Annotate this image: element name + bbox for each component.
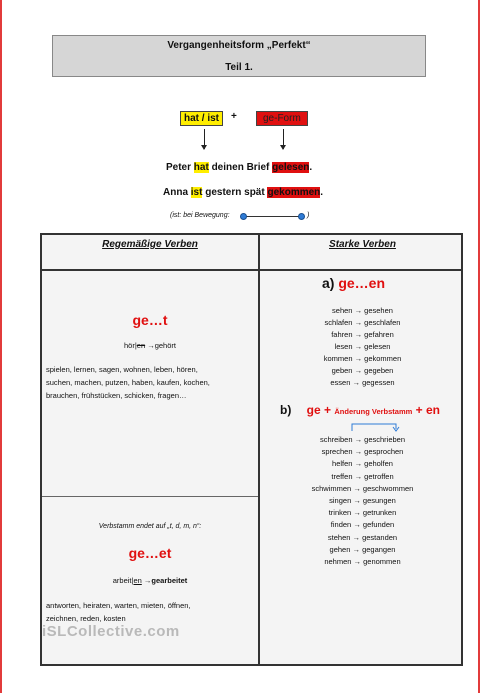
highlight-aux: ist (190, 187, 203, 198)
strong-a-list: sehen → gesehen schlafen → geschlafen fahren → gefahren lesen → gelesen kommen → gekommen geben → gegeben essen → gegessen (323, 306, 402, 387)
highlight-aux: hat (193, 162, 209, 173)
arrow-down-icon (283, 129, 284, 149)
left-section-divider (42, 496, 258, 497)
regular-verb-list: spielen, lernen, sagen, wohnen, leben, hören, suchen, machen, putzen, haben, kaufen, kochen, brauchen, frühstücken, schicken, fragen… (46, 365, 210, 400)
page-subtitle: Teil 1. (225, 62, 253, 73)
title-box (52, 35, 426, 77)
regular-pattern: ge…t (132, 312, 168, 328)
movement-line (243, 216, 301, 217)
movement-start-dot-icon (240, 213, 247, 220)
arrow-down-icon (204, 129, 205, 149)
header-divider (42, 269, 461, 271)
formula-plus: + (231, 111, 237, 122)
watermark: iSLCollective.com (42, 623, 180, 640)
highlight-participle: gelesen (272, 162, 310, 173)
regular-example: hör|en →gehört (123, 341, 176, 350)
stem-note: Verbstamm endet auf „t, d, m, n“: (98, 523, 202, 530)
movement-end-dot-icon (298, 213, 305, 220)
stem-change-bracket-icon (350, 421, 400, 433)
regular-pattern-et: ge…et (128, 545, 172, 561)
example-sentence-2: Anna ist gestern spät gekommen. (163, 187, 324, 198)
formula-participle: ge-Form (256, 111, 308, 126)
strong-b-list: schreiben → geschrieben sprechen → gesprochen helfen → geholfen treffen → getroffen schwimmen → geschwommen singen → gesungen trinken → getrunken finden → gefunden stehen → gestanden gehen → gegangen nehmen → genommen (311, 435, 414, 567)
page-title: Vergangenheitsform „Perfekt“ (167, 40, 311, 51)
strong-b-heading: b) ge + Änderung Verbstamm + en (280, 403, 441, 417)
highlight-participle: gekommen (267, 187, 321, 198)
regular-et-verb-list: antworten, heiraten, warten, mieten, öffnen, zeichnen, reden, kosten (46, 601, 191, 623)
formula-aux: hat / ist (180, 111, 223, 126)
verb-table (40, 233, 463, 666)
strong-a-heading: a) ge…en (322, 275, 386, 291)
strong-verbs-header: Starke Verben (329, 239, 396, 250)
bewegung-note-close: ) (307, 212, 310, 219)
regular-verbs-header: Regemäßige Verben (102, 239, 198, 250)
bewegung-note: (ist: bei Bewegung: (170, 212, 230, 219)
example-sentence-1: Peter hat deinen Brief gelesen. (166, 162, 313, 173)
regular-example-et: arbeit|en →gearbeitet (112, 576, 188, 585)
